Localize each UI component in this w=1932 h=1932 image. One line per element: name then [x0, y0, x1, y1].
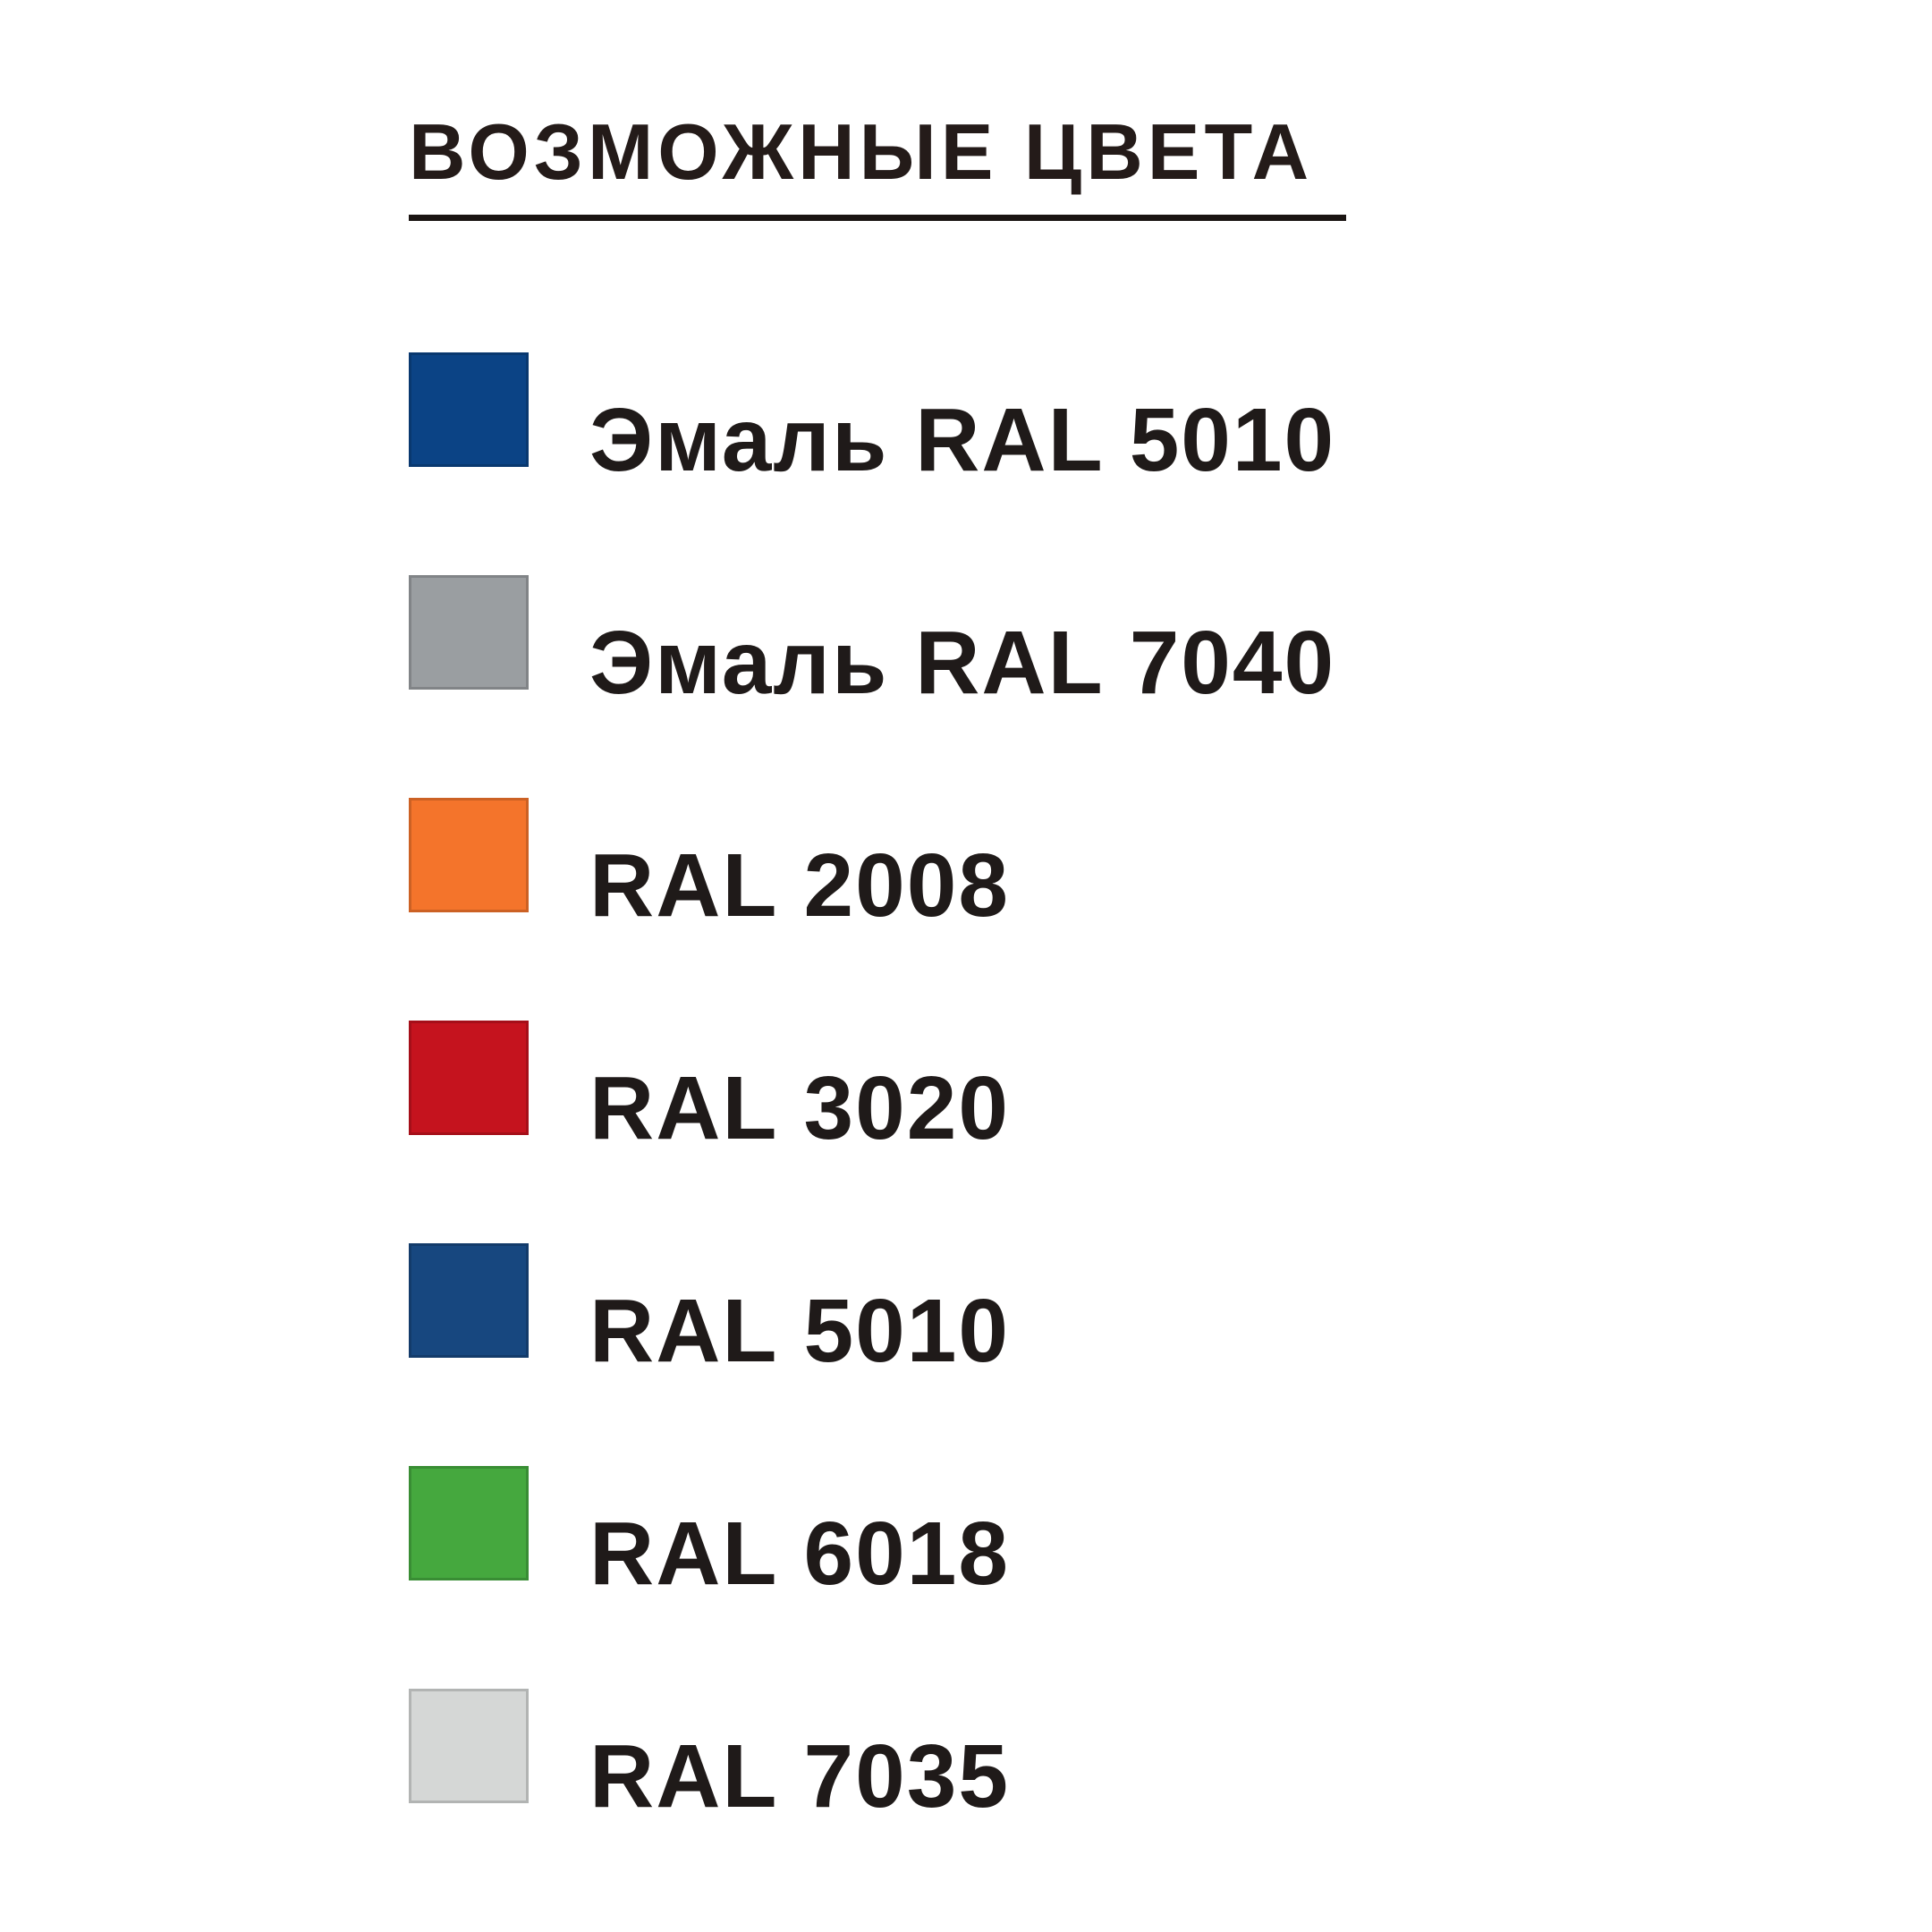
page-title: ВОЗМОЖНЫЕ ЦВЕТА: [409, 107, 1314, 196]
color-label: RAL 3020: [589, 1058, 1010, 1158]
ral-3020-swatch: [409, 1021, 529, 1135]
color-row: [409, 1466, 1335, 1604]
color-row: [409, 1689, 1335, 1826]
color-row: [409, 1243, 1335, 1381]
color-label: RAL 5010: [589, 1281, 1010, 1381]
color-label: Эмаль RAL 7040: [589, 613, 1336, 713]
color-label: Эмаль RAL 5010: [589, 390, 1336, 490]
color-row: [409, 798, 1335, 936]
color-row: [409, 1021, 1335, 1158]
title-underline: [409, 215, 1346, 221]
ral-6018-swatch: [409, 1466, 529, 1580]
color-label: RAL 2008: [589, 835, 1010, 936]
color-label: RAL 6018: [589, 1504, 1010, 1604]
ral-5010-swatch: [409, 1243, 529, 1358]
ral-2008-swatch: [409, 798, 529, 912]
ral-7040-enamel-swatch: [409, 575, 529, 690]
header: [409, 107, 1346, 221]
color-row: [409, 575, 1336, 713]
color-row: [409, 352, 1336, 490]
color-label: RAL 7035: [589, 1726, 1010, 1826]
color-list: [409, 352, 1335, 1911]
ral-7035-swatch: [409, 1689, 529, 1803]
ral-5010-enamel-swatch: [409, 352, 529, 467]
